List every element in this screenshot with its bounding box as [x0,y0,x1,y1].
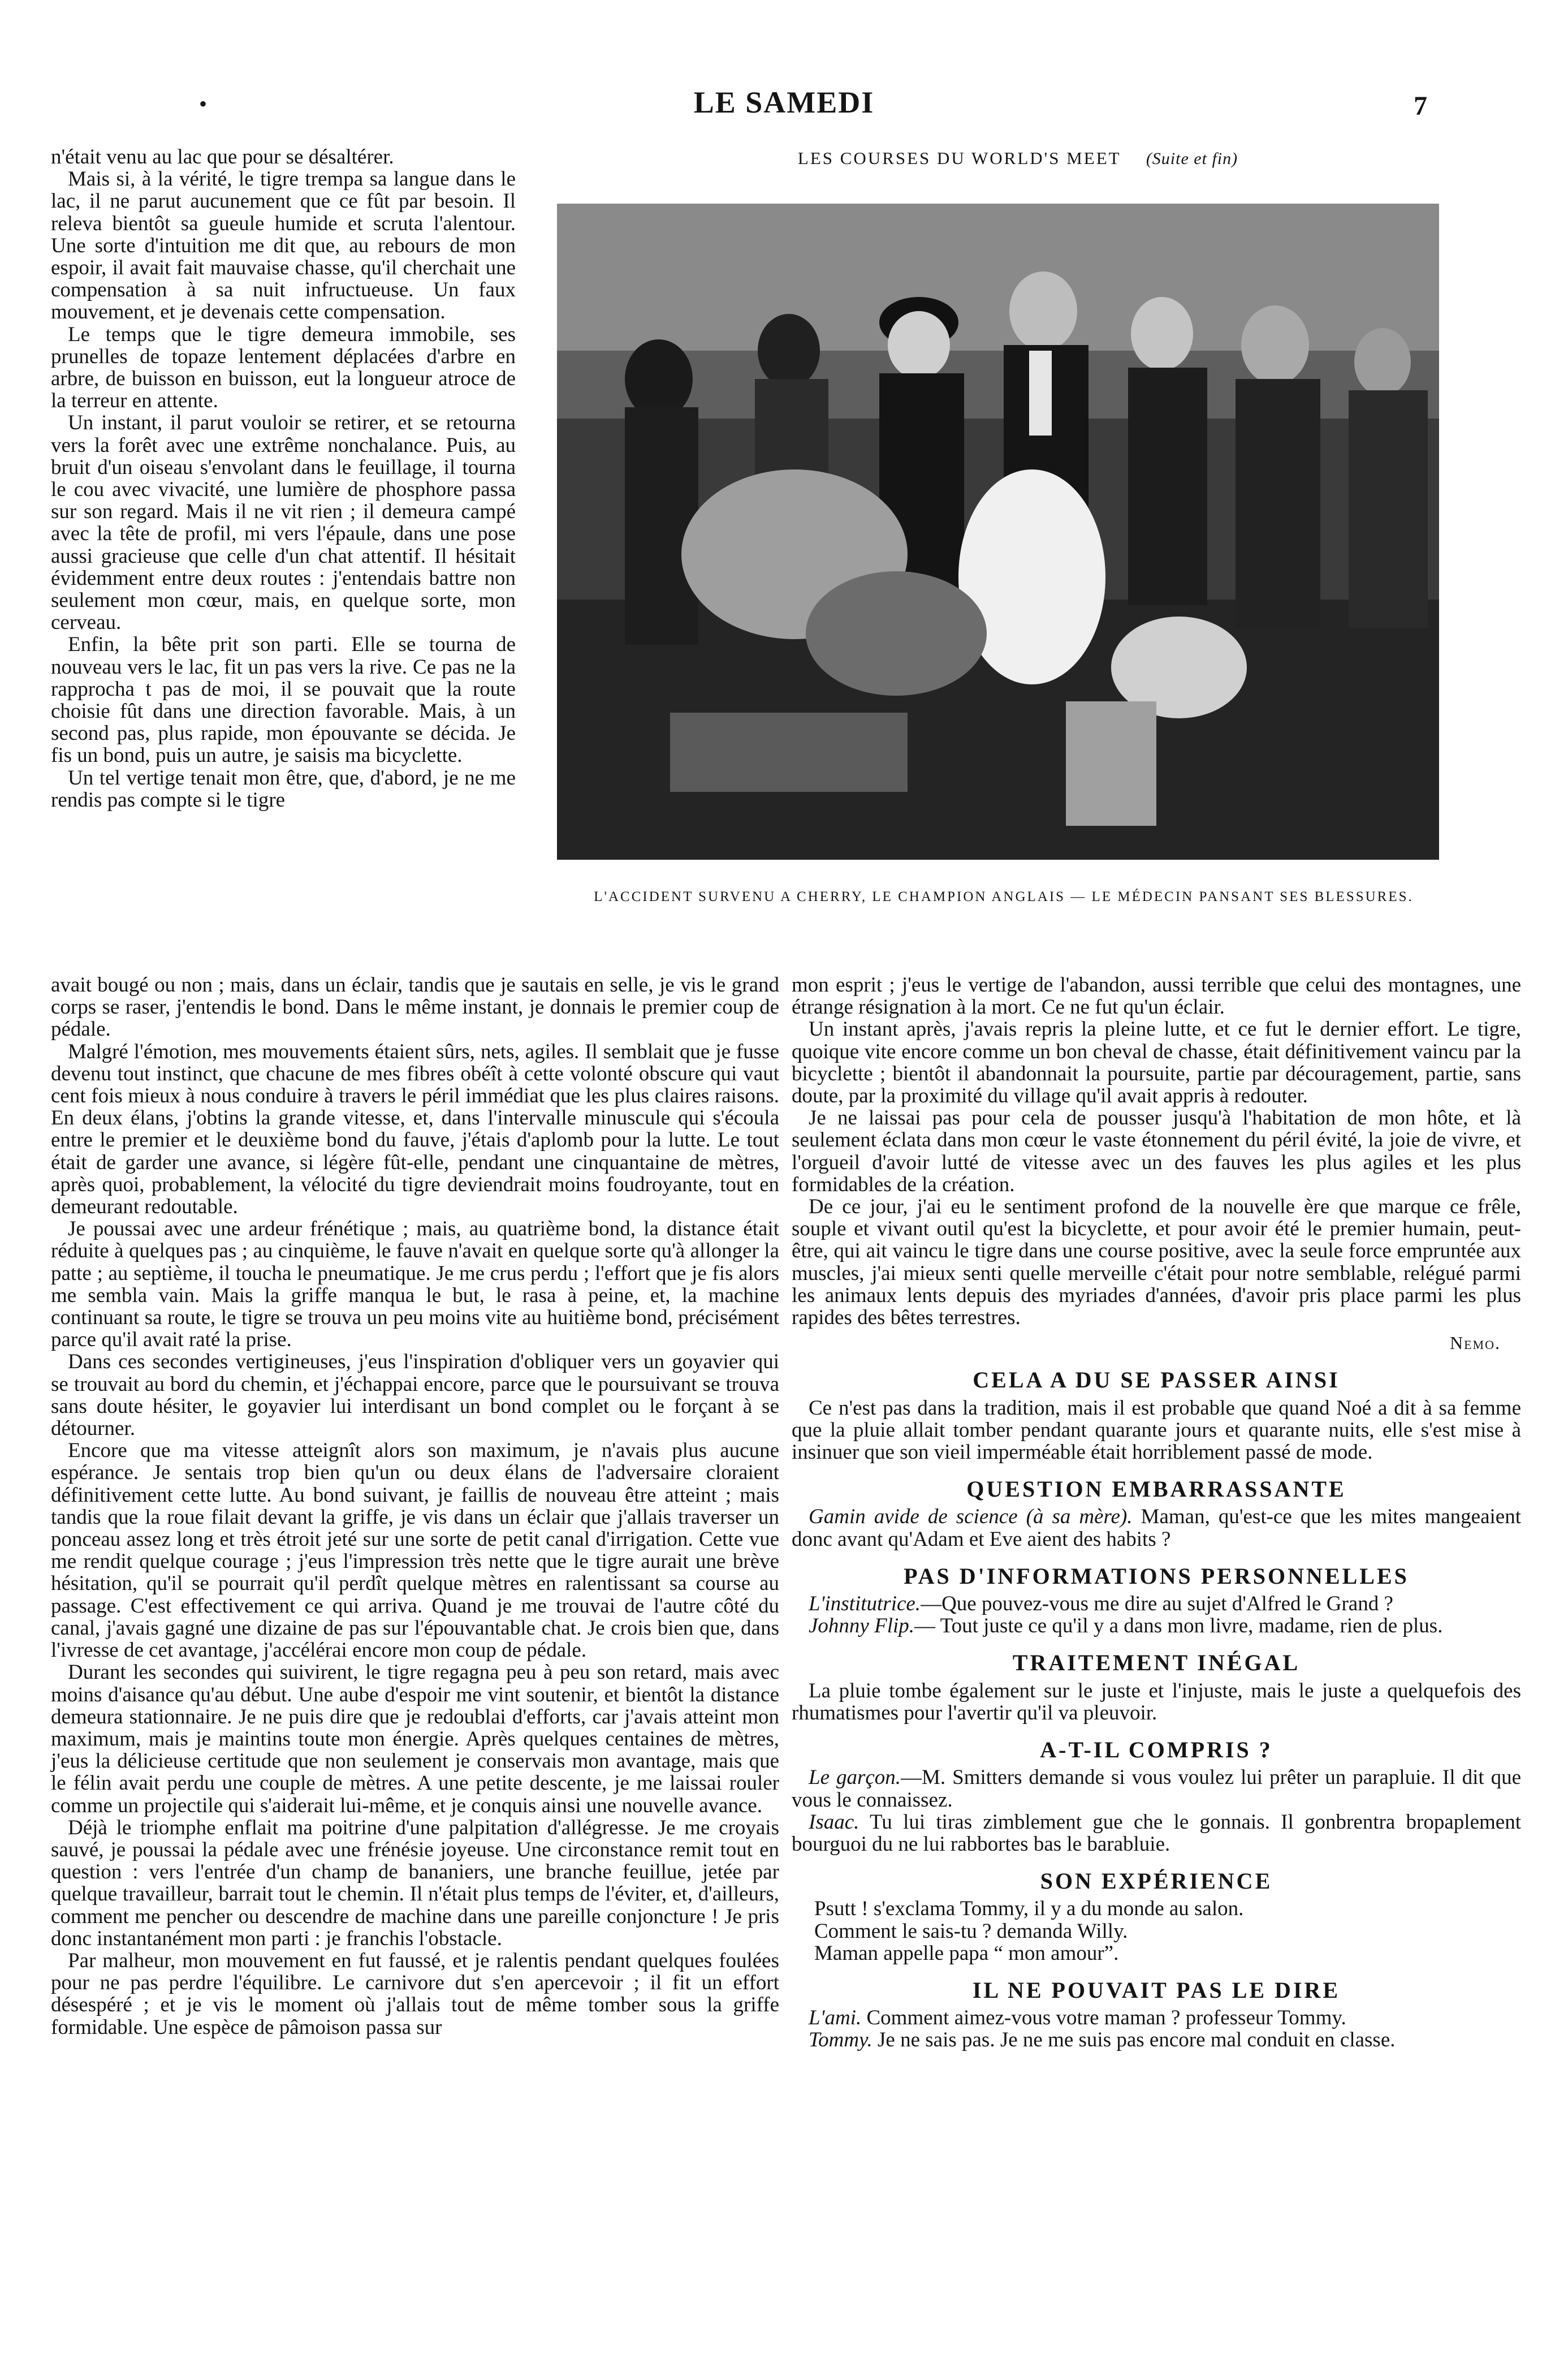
dialogue-line [792,2007,1521,2029]
dialogue-text: Tu lui tiras zimblement gue che le gonnais. Il gonbrentra bropaplement bourguoi du ne lui rabbortes bas le barabluie. [792,1810,1521,1856]
story-paragraph: Je ne laissai pas pour cela de pousser jusqu'à l'habitation de mon hôte, et là seulement éclata dans mon cœur le vaste étonnement du péril évité, la joie de vivre, et l'orgueil d'avoir lutté de vitesse avec un des fauves les plus agiles et les plus formidables de la création. [792,1106,1521,1196]
section-body [792,1898,1521,1964]
section-paragraph: Comment le sais-tu ? demanda Willy. [814,1919,1128,1943]
photo-caption: L'ACCIDENT SURVENU A CHERRY, LE CHAMPION ANGLAIS — LE MÉDECIN PANSANT SES BLESSURES. [594,889,1414,904]
section-son-experience [792,1870,1521,1892]
story-column-lower [51,974,779,2038]
story-paragraph: Durant les secondes qui suivirent, le tigre regagna peu à peu son retard, mais avec moins d'aisance qu'au début. Une aube d'espoir me vint soutenir, et bientôt la distance demeura stationnaire. Je ne puis dire que je redoublai d'efforts, car j'avais atteint mon maximum, mais je maintins toute mon énergie. Après quelques centaines de mètres, j'eus la délicieuse certitude que non seulement je conservais mon avantage, mais que le félin avait perdu une couple de mètres. A une petite descente, je me laissai rouler comme un projectile qui s'aiderait lui-même, et je conquis ainsi une nouvelle avance. [51,1661,779,1817]
speaker: Isaac. [809,1810,859,1834]
right-column [792,974,1521,2051]
dialogue-line [792,2029,1521,2051]
section-cela-a-du [792,1369,1521,1391]
story-paragraph: Un instant après, j'avais repris la pleine lutte, et ce fut le dernier effort. Le tigre, quoique vite encore comme un bon cheval de chasse, était définitivement vaincu par la bicyclette ; bientôt il abandonnait la poursuite, partie par découragement, partie, sans doute, par la proximité du village qu'il avait appris à redouter. [792,1018,1521,1108]
story-paragraph: Enfin, la bête prit son parti. Elle se tourna de nouveau vers le lac, fit un pas vers la rive. Ce pas ne la rapprocha t pas de moi, il se pouvait que la route choisie fût dans une direction favorable. Mais, à un second pas, plus rapide, mon épouvante se décida. Je fis un bond, puis un autre, je saisis ma bicyclette. [51,633,516,768]
speaker: Le garçon. [809,1766,901,1790]
section-title: CELA A DU SE PASSER AINSI [973,1367,1340,1393]
section-il-ne-pouvait [792,1979,1521,2001]
dialogue-line [792,1506,1521,1550]
dialogue-text: —M. Smitters demande si vous voulez lui prêter un parapluie. Il dit que vous le connaissez. [792,1766,1521,1812]
speaker: Tommy. [809,2028,872,2052]
story-paragraph: Je poussai avec une ardeur frénétique ; mais, au quatrième bond, la distance était réduite à quelques pas ; au cinquième, le fauve n'avait en quelque sorte qu'à allonger la patte ; au septième, il toucha le pneumatique. Je me crus perdu ; l'effort que je fis alors me sembla vain. Mais la griffe manqua le but, le rasa à peine, et, la machine continuant sa route, le tigre se trouva un peu moins vite au huitième bond, précisément parce qu'il avait raté la prise. [51,1217,779,1352]
dialogue-text: Je ne sais pas. Je ne me suis pas encore mal conduit en classe. [872,2028,1396,2052]
story-paragraph: n'était venu au lac que pour se désaltérer. [51,145,394,169]
section-paragraph: Ce n'est pas dans la tradition, mais il est probable que quand Noé a dit à sa femme que la pluie allait tomber pendant quarante jours et quarante nuits, elle s'est mise à insinuer que son vieil imperméable était horriblement passé de mode. [792,1396,1521,1464]
story-paragraph: Dans ces secondes vertigineuses, j'eus l'inspiration d'obliquer vers un goyavier qui se trouvait au bord du chemin, et j'échappai encore, parce que le poursuivant se trouva sans doute hésiter, le goyavier lui interdisant un bond complet ou le forçant à se détourner. [51,1350,779,1441]
story-paragraph: avait bougé ou non ; mais, dans un éclair, tandis que je sautais en selle, je vis le grand corps se raser, j'entendis le bond. Dans le même instant, je donnais le premier coup de pédale. [51,973,779,1041]
speaker: L'ami. [809,2006,862,2030]
section-paragraph: Psutt ! s'exclama Tommy, il y a du monde au salon. [814,1897,1244,1921]
photo-heading [565,148,1470,169]
margin-dot: • [199,91,208,117]
photo-heading-title: LES COURSES DU WORLD'S MEET [797,148,1121,168]
dialogue-line [792,1593,1521,1615]
section-traitement [792,1652,1521,1674]
story-paragraph: Encore que ma vitesse atteignît alors son maximum, je n'avais plus aucune espérance. Je sentais trop bien qu'un ou deux élans de l'adversaire cloraient définitivement cette lutte. Au bond suivant, je faillis de nouveau être atteint ; mais tandis que la roue filait devant la griffe, je vis dans un éclair que j'allais traverser un ponceau assez long et très étroit jeté sur une sorte de petit canal d'irrigation. Cette vue me rendit quelque courage ; j'eus l'impression très nette que le tigre aurait une brève hésitation, qu'il se pourrait qu'il perdît quelque mètres en ralentissant sa course au passage. C'est effectivement ce qui arriva. Quand je me trouvai de l'autre côté du canal, j'avais gagné une dizaine de pas sur l'épouvantable chat. Je crois bien que, dans l'ivresse de cet avantage, j'accélérai encore mon coup de pédale. [51,1439,779,1662]
dialogue-line [792,1615,1521,1637]
story-paragraph: Le temps que le tigre demeura immobile, ses prunelles de topaze lentement déplacées d'arbre en arbre, de buisson en buisson, eut la longueur atroce de la terreur en attente. [51,322,516,413]
section-paragraph: La pluie tombe également sur le juste et l'injuste, mais le juste a quelquefois des rhumatismes pour l'avertir qu'il va pleuvoir. [792,1679,1521,1725]
news-photo [557,204,1439,860]
story-paragraph: De ce jour, j'ai eu le sentiment profond de la nouvelle ère que marque ce frêle, souple et vivant outil qu'est la bicyclette, et pour avoir été le premier humain, peut-être, qui ait vaincu le tigre dans une course positive, avec la seule force empruntée aux muscles, j'ai mieux senti quelle merveille c'était pour notre semblable, relégué parmi les animaux lents depuis des myriades d'années, d'avoir pris place parmi les plus rapides des bêtes terrestres. [792,1195,1521,1330]
masthead-title: LE SAMEDI [693,85,875,119]
story-paragraph: Un tel vertige tenait mon être, que, d'abord, je ne me rendis pas compte si le tigre [51,766,516,812]
section-title: QUESTION EMBARRASSANTE [966,1476,1346,1502]
section-paragraph: Maman appelle papa “ mon amour”. [814,1941,1119,1965]
speaker: Gamin avide de science (à sa mère). [809,1505,1133,1529]
story-paragraph: Malgré l'émotion, mes mouvements étaient sûrs, nets, agiles. Il semblait que je fusse devenu tout instinct, que chacune de mes fibres obéît à cette volonté obscure qui vaut cent fois mieux à nous conduire à travers le péril immédiat que les plus claires raisons. En deux élans, j'obtins la grande vitesse, et, dans l'intervalle minuscule qui s'écoula entre le premier et le deuxième bond du fauve, j'étais d'aplomb pour la lutte. Le tout était de garder une avance, si légère fût-elle, pendant une cinquantaine de mètres, après quoi, probablement, la vélocité du tigre deviendrait moins foudroyante, tout en demeurant redoutable. [51,1040,779,1219]
speaker: L'institutrice. [809,1592,921,1616]
section-title: IL NE POUVAIT PAS LE DIRE [972,1977,1341,2003]
section-title: TRAITEMENT INÉGAL [1012,1650,1301,1676]
photo-heading-suffix: (Suite et fin) [1146,149,1238,168]
story-paragraph: Par malheur, mon mouvement en fut faussé, et je ralentis pendant quelques foulées pour ne pas perdre l'équilibre. Le carnivore dut s'en apercevoir ; il fit un effort désespéré ; et je vis le moment où j'allais tout de même tomber sous la griffe formidable. Une espèce de pâmoison passa sur [51,1949,779,2039]
author-signature: Nemo. [1450,1333,1501,1354]
story-column-upper [51,146,516,811]
dialogue-text: — Tout juste ce qu'il y a dans mon livre, madame, rien de plus. [914,1614,1443,1638]
section-title: A-T-IL COMPRIS ? [1040,1737,1273,1763]
section-title: PAS D'INFORMATIONS PERSONNELLES [904,1563,1409,1589]
dialogue-line [792,1766,1521,1811]
dialogue-text: Comment aimez-vous votre maman ? professeur Tommy. [861,2006,1346,2030]
section-pas-d-informations [792,1565,1521,1587]
story-paragraph: Déjà le triomphe enflait ma poitrine d'une palpitation d'allégresse. Je me croyais sauvé, je poussai la pédale avec une frénésie joyeuse. Une circonstance remit tout en question : vers l'entrée d'un champ de bananiers, une branche feuillue, jetée par quelque travailleur, barrait tout le chemin. Il n'était plus temps de l'éviter, et, d'ailleurs, comment me pencher ou descendre de machine dans une pareille conjoncture ! Je pris donc instantanément mon parti : je franchis l'obstacle. [51,1816,779,1950]
section-title: SON EXPÉRIENCE [1040,1868,1273,1894]
dialogue-text: —Que pouvez-vous me dire au sujet d'Alfred le Grand ? [921,1592,1393,1616]
speaker: Johnny Flip. [809,1614,915,1638]
section-question [792,1478,1521,1500]
story-paragraph: Un instant, il parut vouloir se retirer, et se retourna vers la forêt avec une extrême nonchalance. Puis, au bruit d'un oiseau s'envolant dans le feuillage, il tourna le cou avec vivacité, une lumière de phosphore passa sur son regard. Mais il ne vit rien ; il demeura campé avec la tête de profil, mi vers l'épaule, dans une pose aussi gracieuse que celle d'un chat attentif. Il hésitait évidemment entre deux routes : j'entendais battre non seulement mon cœur, mais, en quelque sorte, mon cerveau. [51,411,516,635]
page-number: 7 [1414,91,1427,121]
dialogue-text: Maman, qu'est-ce que les mites mangeaient donc avant qu'Adam et Eve aient des habits ? [792,1505,1521,1551]
photo-illustration [557,204,1439,860]
dialogue-line [792,1811,1521,1855]
story-paragraph: Mais si, à la vérité, le tigre trempa sa langue dans le lac, il ne parut aucunement que ce fût par besoin. Il releva bientôt sa gueule humide et scruta l'alentour. Une sorte d'intuition me dit que, au rebours de mon espoir, il avait fait mauvaise chasse, qu'il cherchait une compensation à sa nuit infructueuse. Un faux mouvement, et je devenais cette compensation. [51,167,516,324]
story-paragraph: mon esprit ; j'eus le vertige de l'abandon, aussi terrible que celui des montagnes, une étrange résignation à la mort. Ce ne fut qu'un éclair. [792,973,1521,1019]
section-a-t-il-compris [792,1739,1521,1761]
